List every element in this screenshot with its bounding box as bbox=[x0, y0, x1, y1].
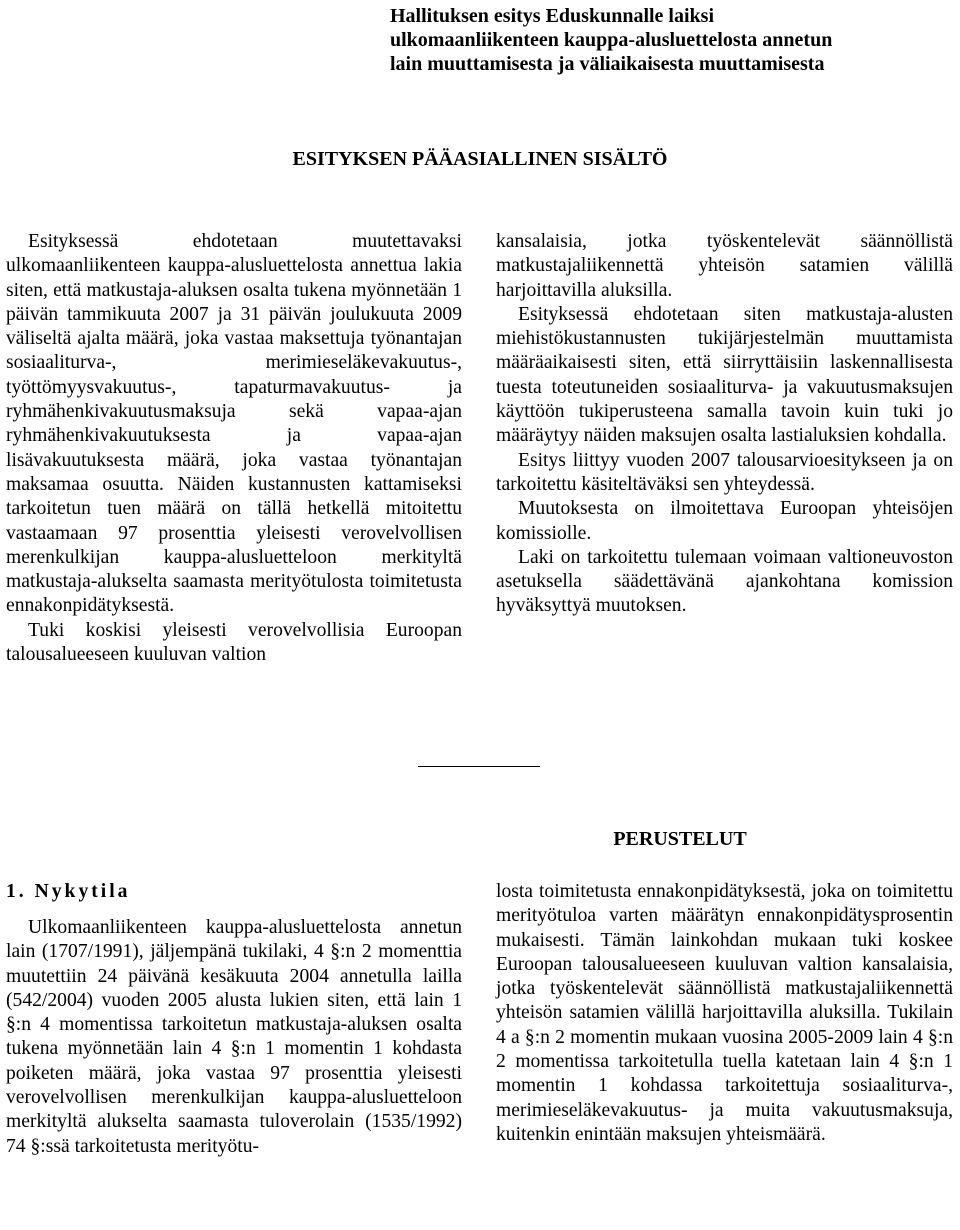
summary-heading: ESITYKSEN PÄÄASIALLINEN SISÄLTÖ bbox=[292, 148, 668, 170]
document-title: Hallituksen esitys Eduskunnalle laiksi ulkomaanliikenteen kauppa-alusluettelosta annetun lain muuttamisesta ja väliaikaisesta muuttamisesta bbox=[390, 5, 833, 75]
summary-paragraph: Laki on tarkoitettu tulemaan voimaan valtioneuvoston asetuksella säädettävänä ajankohtana komission hyväksyttyä muutoksen. bbox=[496, 546, 953, 617]
separator-rule bbox=[418, 766, 540, 767]
summary-left-column bbox=[6, 230, 462, 667]
reasons-paragraph-continued: losta toimitetusta ennakonpidätyksestä, joka on toimitettu merityötuloa varten määrätyn ennakonpidätysprosentin mukaisesti. Tämän lainkohdan mukaan tuki koskee Euroopan talousalueeseen kuuluvan valtion kansalaisia, jotka työskentelevät säännöllistä matkustajaliikennettä yhteisön satamien välillä harjoittavilla aluksilla. Tukilain 4 a §:n 2 momentin mukaan vuosina 2005-2009 lain 4 §:n 2 momentissa tarkoitetulla tuella katetaan lain 4 §:n 1 momentin 1 kohdassa tarkoitettuja sosiaaliturva-, merimieseläkevakuutus- ja muita vakuutusmaksuja, kuitenkin enintään maksujen yhteismäärä. bbox=[496, 881, 953, 1145]
summary-paragraph: Esityksessä ehdotetaan muutettavaksi ulkomaanliikenteen kauppa-alusluettelosta annettua lakia siten, että matkustaja-aluksen osalta tukena myönnetään 1 päivän tammikuuta 2007 ja 31 päivän joulukuuta 2009 väliseltä ajalta määrä, joka vastaa maksettuja työnantajan sosiaaliturva-, merimieseläkevakuutus-, työttömyysvakuutus-, tapaturmavakuutus- ja ryhmähenkivakuutusmaksuja sekä vapaa-ajan ryhmähenkivakuutuksesta ja vapaa-ajan lisävakuutuksesta määrä, joka vastaa työnantajan maksamaa osuutta. Näiden kustannusten kattamiseksi tarkoitetun tuen määrä on tällä hetkellä mitoitettu vastaamaan 97 prosenttia yleisesti verovelvollisen merenkulkijan kauppa-alusluetteloon merkityltä matkustaja-alukselta saamasta merityötulosta toimitetusta ennakonpidätyksestä. bbox=[6, 231, 462, 617]
reasons-heading: PERUSTELUT bbox=[613, 828, 747, 850]
summary-paragraph: Esityksessä ehdotetaan siten matkustaja-alusten miehistökustannusten tukijärjestelmän muuttamista määräaikaisesti siten, että siirryttäisiin laskennallisesta tuesta toteutuneiden sosiaaliturva- ja vakuutusmaksujen käyttöön tukiperusteena samalla tavoin kuin tuki jo määräytyy näiden maksujen osalta lastialuksien kohdalla. bbox=[496, 303, 953, 447]
summary-right-column bbox=[496, 230, 953, 619]
summary-paragraph: Tuki koskisi yleisesti verovelvollisia Euroopan talousalueeseen kuuluvan valtion bbox=[6, 619, 462, 666]
section-heading: 1. Nykytila bbox=[6, 881, 131, 902]
summary-paragraph: Esitys liittyy vuoden 2007 talousarvioesitykseen ja on tarkoitettu käsiteltäväksi sen yhteydessä. bbox=[496, 449, 953, 495]
reasons-paragraph: Ulkomaanliikenteen kauppa-alusluettelosta annetun lain (1707/1991), jäljempänä tukilaki, 4 §:n 2 momenttia muutettiin 24 päivänä kesäkuuta 2004 annetulla lailla (542/2004) vuoden 2005 alusta lukien siten, että lain 1 §:n 4 momentissa tarkoitetun matkustaja-aluksen osalta tukena myönnetään lain 4 §:n 1 momentin 1 kohdasta poiketen määrä, joka vastaa 97 prosenttia yleisesti verovelvollisen merenkulkijan kauppa-alusluetteloon merkityltä alukselta saamasta tuloverolain (1535/1992) 74 §:ssä tarkoitetusta merityötu- bbox=[6, 917, 462, 1157]
reasons-right-column bbox=[496, 880, 953, 1147]
reasons-left-column bbox=[6, 880, 462, 1159]
summary-paragraph: Muutoksesta on ilmoitettava Euroopan yhteisöjen komissiolle. bbox=[496, 498, 953, 544]
summary-paragraph-continued: kansalaisia, jotka työskentelevät säännöllistä matkustajaliikennettä yhteisön satamien välillä harjoittavilla aluksilla. bbox=[496, 231, 953, 301]
